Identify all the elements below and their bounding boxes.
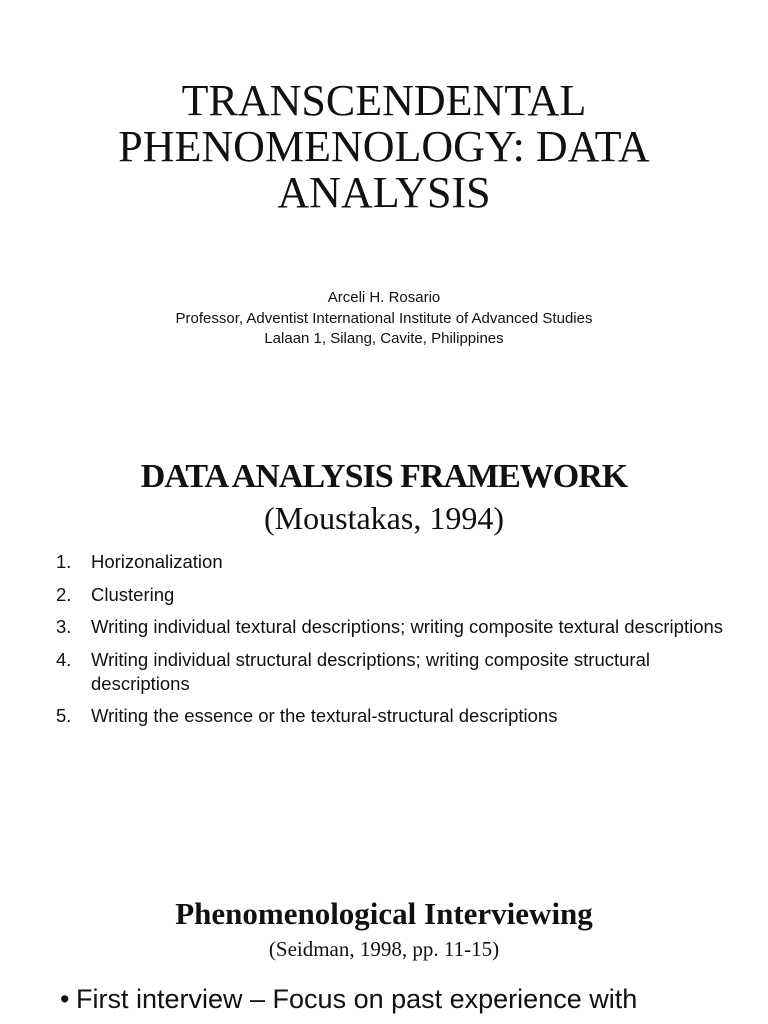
list-item <box>56 615 736 639</box>
list-item <box>56 583 736 607</box>
presentation-title <box>0 78 768 216</box>
step-number: 2. <box>56 583 72 605</box>
step-number: 4. <box>56 648 72 670</box>
author-position: Professor, Adventist International Institute of Advanced Studies <box>175 309 593 327</box>
bullet-text: First interview – Focus on past experience with <box>76 984 638 1014</box>
author-name: Arceli H. Rosario <box>327 289 441 306</box>
list-item <box>56 648 736 696</box>
framework-title: DATA ANALYSIS FRAMEWORK <box>140 458 628 495</box>
step-number: 3. <box>56 616 72 637</box>
author-block <box>0 288 768 350</box>
bullet-icon: • <box>60 984 70 1014</box>
step-text: Horizonalization <box>91 551 223 572</box>
framework-slide <box>0 420 768 860</box>
step-text: Writing individual textural descriptions; writing composite textural descriptions <box>91 616 724 637</box>
author-address: Lalaan 1, Silang, Cavite, Philippines <box>264 330 504 347</box>
interviewing-citation: (Seidman, 1998, pp. 11-15) <box>268 937 500 961</box>
title-line-1: TRANSCENDENTAL <box>181 76 587 125</box>
step-text: Writing individual structural descriptions; writing composite structural descriptions <box>91 648 650 694</box>
bullet-item <box>60 982 760 1016</box>
title-line-2: PHENOMENOLOGY: DATA <box>118 122 650 171</box>
step-text: Writing the essence or the textural-structural descriptions <box>91 705 558 726</box>
list-item <box>56 550 736 574</box>
list-item <box>56 704 736 728</box>
title-line-3: ANALYSIS <box>277 168 491 217</box>
framework-citation: (Moustakas, 1994) <box>264 500 504 536</box>
interviewing-slide <box>0 860 768 1024</box>
step-number: 1. <box>56 551 72 572</box>
title-slide <box>0 0 768 420</box>
step-number: 5. <box>56 705 72 726</box>
interviewing-title: Phenomenological Interviewing <box>175 896 593 931</box>
step-text: Clustering <box>91 583 175 605</box>
framework-steps-list <box>56 550 736 737</box>
